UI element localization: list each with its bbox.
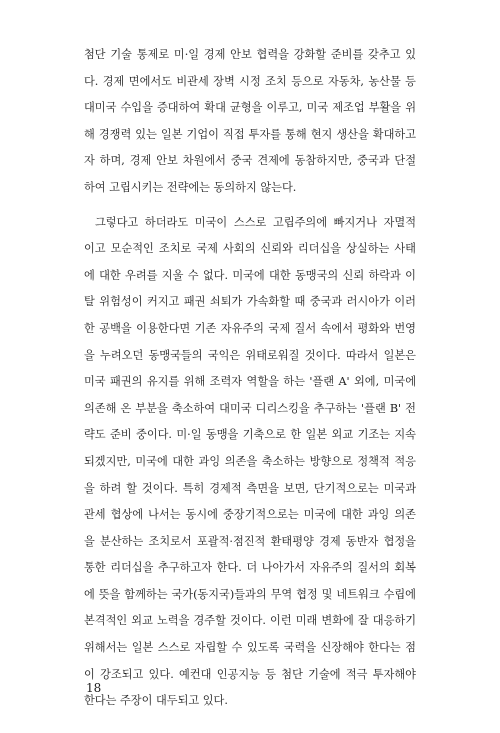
text-line: 한다는 주장이 대두되고 있다. <box>84 694 228 708</box>
text-line: 위해서는 일본 스스로 자립할 수 있도록 국력을 신장해야 한다는 점 <box>84 641 416 655</box>
text-line: 하여 고립시키는 전략에는 동의하지 않는다. <box>84 180 297 194</box>
text-line: 미국 패권의 유지를 위해 조력자 역할을 하는 '플랜 A' 외에, 미국에 <box>84 375 416 389</box>
text-line: 탈 위험성이 커지고 패권 쇠퇴가 가속화할 때 중국과 러시아가 이러 <box>84 295 416 309</box>
text-line: 한 공백을 이용한다면 기존 자유주의 국제 질서 속에서 평화와 번영 <box>84 321 416 335</box>
text-line: 에 뜻을 함께하는 국가(동지국)들과의 무역 협정 및 네트워크 수립에 <box>84 587 416 601</box>
text-line: 해 경쟁력 있는 일본 기업이 직접 투자를 통해 현지 생산을 확대하고 <box>84 127 416 141</box>
text-line: 을 분산하는 조치로서 포괄적·점진적 환태평양 경제 동반자 협정을 <box>84 534 416 548</box>
paragraph <box>84 210 416 715</box>
text-line: 이 강조되고 있다. 예컨대 인공지능 등 첨단 기술에 적극 투자해야 <box>84 667 416 681</box>
text-line: 그렇다고 하더라도 미국이 스스로 고립주의에 빠지거나 자멸적 <box>95 215 416 229</box>
text-line: 이고 모순적인 조치로 국제 사회의 신뢰와 리더십을 상실하는 사태 <box>84 242 416 256</box>
paragraph <box>84 42 416 202</box>
text-line: 첨단 기술 통제로 미·일 경제 안보 협력을 강화할 준비를 갖추고 있 <box>84 48 416 61</box>
page-number: 18 <box>86 681 102 695</box>
text-line: 대미국 수입을 증대하여 확대 균형을 이루고, 미국 제조업 부활을 위 <box>84 101 416 115</box>
text-line: 자 하며, 경제 안보 차원에서 중국 견제에 동참하지만, 중국과 단절 <box>84 154 416 168</box>
text-line: 다. 경제 면에서도 비관세 장벽 시정 조치 등으로 자동차, 농산물 등 <box>84 74 416 88</box>
body-text <box>84 42 416 715</box>
text-line: 본격적인 외교 노력을 경주할 것이다. 이런 미래 변화에 잘 대응하기 <box>84 614 416 628</box>
text-line: 을 누려오던 동맹국들의 국익은 위태로워질 것이다. 따라서 일본은 <box>84 348 416 362</box>
text-line: 관세 협상에 나서는 동시에 중장기적으로는 미국에 대한 과잉 의존 <box>84 508 416 522</box>
text-line: 략도 준비 중이다. 미·일 동맹을 기축으로 한 일본 외교 기조는 지속 <box>84 428 416 442</box>
text-line: 을 하려 할 것이다. 특히 경제적 측면을 보면, 단기적으로는 미국과 <box>84 481 416 495</box>
text-line: 의존해 온 부분을 축소하여 대미국 디리스킹을 추구하는 '플랜 B' 전 <box>84 401 416 415</box>
text-line: 통한 리더십을 추구하고자 한다. 더 나아가서 자유주의 질서의 회복 <box>84 561 416 575</box>
text-line: 에 대한 우려를 지울 수 없다. 미국에 대한 동맹국의 신뢰 하락과 이 <box>84 268 416 282</box>
text-line: 되겠지만, 미국에 대한 과잉 의존을 축소하는 방향으로 정책적 적응 <box>84 454 416 468</box>
